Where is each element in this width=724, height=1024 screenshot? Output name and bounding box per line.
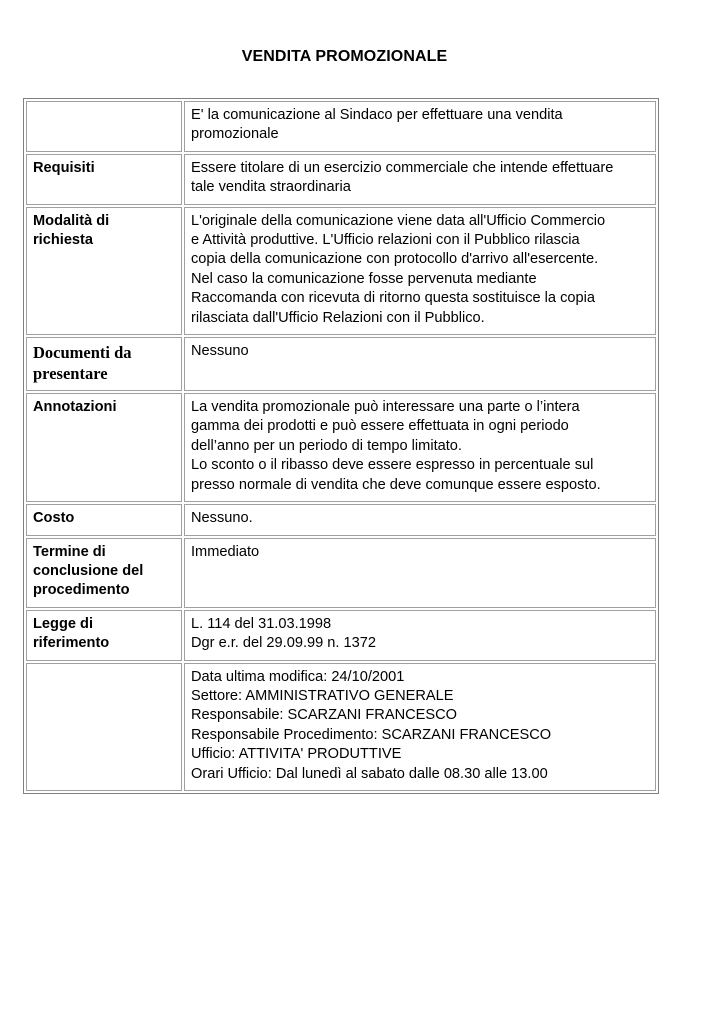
- value-line: Nessuno.: [191, 510, 253, 527]
- row-value-documenti: [184, 337, 656, 391]
- row-value-termine: [184, 538, 656, 608]
- value-line: L. 114 del 31.03.1998: [191, 615, 332, 632]
- label-line: Legge di: [33, 615, 93, 632]
- row-label-annotazioni: [26, 393, 182, 502]
- label-line: procedimento: [33, 582, 130, 599]
- office-hours-line: Orari Ufficio: Dal lunedì al sabato dalle 08.30 alle 13.00: [191, 765, 548, 782]
- table-row-termine: [26, 538, 656, 608]
- row-value-metadata: [184, 663, 656, 791]
- value-line: tale vendita straordinaria: [191, 179, 351, 196]
- table-row-annotazioni: [26, 393, 656, 502]
- manager-line: Responsabile: SCARZANI FRANCESCO: [191, 707, 458, 724]
- row-value-modalita: [184, 207, 656, 335]
- value-line: Immediato: [191, 543, 260, 560]
- table-row-description: [26, 101, 656, 152]
- value-line: e Attività produttive. L'Ufficio relazioni con il Pubblico rilascia: [191, 232, 580, 249]
- last-modified-line: Data ultima modifica: 24/10/2001: [191, 668, 405, 685]
- row-label-requisiti: [26, 154, 182, 205]
- value-line: Lo sconto o il ribasso deve essere espresso in percentuale sul: [191, 457, 594, 474]
- label-line: presentare: [33, 364, 108, 384]
- row-label-empty: [26, 101, 182, 152]
- row-value-legge: [184, 610, 656, 661]
- document-title: VENDITA PROMOZIONALE: [241, 48, 448, 65]
- row-label-costo: [26, 504, 182, 535]
- row-label-empty: [26, 663, 182, 791]
- sector-line: Settore: AMMINISTRATIVO GENERALE: [191, 687, 454, 704]
- value-line: Dgr e.r. del 29.09.99 n. 1372: [191, 635, 376, 652]
- value-line: Nel caso la comunicazione fosse pervenuta mediante: [191, 270, 537, 287]
- value-line: presso normale di vendita che deve comunque essere esposto.: [191, 476, 601, 493]
- label-line: Modalità di: [33, 212, 110, 229]
- label-line: Documenti da: [33, 343, 132, 363]
- label-line: riferimento: [33, 635, 110, 652]
- description-line: promozionale: [191, 126, 279, 143]
- value-line: gamma dei prodotti e può essere effettuata in ogni periodo: [191, 418, 569, 435]
- row-value-annotazioni: [184, 393, 656, 502]
- row-value-requisiti: [184, 154, 656, 205]
- procedure-manager-line: Responsabile Procedimento: SCARZANI FRANCESCO: [191, 726, 552, 743]
- row-value-description: [184, 101, 656, 152]
- value-line: dell’anno per un periodo di tempo limitato.: [191, 437, 462, 454]
- table-row-documenti: [26, 337, 656, 391]
- label-line: Costo: [33, 510, 75, 527]
- value-line: Essere titolare di un esercizio commerciale che intende effettuare: [191, 159, 614, 176]
- value-line: rilasciata dall'Ufficio Relazioni con il Pubblico.: [191, 309, 485, 326]
- label-line: Annotazioni: [33, 399, 117, 416]
- table-row-legge: [26, 610, 656, 661]
- table-row-modalita: [26, 207, 656, 335]
- label-line: Requisiti: [33, 159, 95, 176]
- value-line: L'originale della comunicazione viene data all'Ufficio Commercio: [191, 212, 606, 229]
- row-label-modalita: [26, 207, 182, 335]
- value-line: copia della comunicazione con protocollo d'arrivo all'esercente.: [191, 251, 599, 268]
- table-row-costo: [26, 504, 656, 535]
- procedure-info-table: [23, 98, 659, 794]
- row-label-documenti: [26, 337, 182, 391]
- office-line: Ufficio: ATTIVITA' PRODUTTIVE: [191, 746, 402, 763]
- table-row-requisiti: [26, 154, 656, 205]
- description-line: E' la comunicazione al Sindaco per effettuare una vendita: [191, 107, 563, 123]
- value-line: Raccomanda con ricevuta di ritorno questa sostituisce la copia: [191, 290, 595, 307]
- value-line: Nessuno: [191, 343, 249, 360]
- table-row-metadata: [26, 663, 656, 791]
- value-line: La vendita promozionale può interessare una parte o l’intera: [191, 399, 580, 416]
- row-label-legge: [26, 610, 182, 661]
- label-line: richiesta: [33, 232, 94, 249]
- row-label-termine: [26, 538, 182, 608]
- label-line: Termine di: [33, 543, 106, 560]
- row-value-costo: [184, 504, 656, 535]
- label-line: conclusione del: [33, 562, 144, 579]
